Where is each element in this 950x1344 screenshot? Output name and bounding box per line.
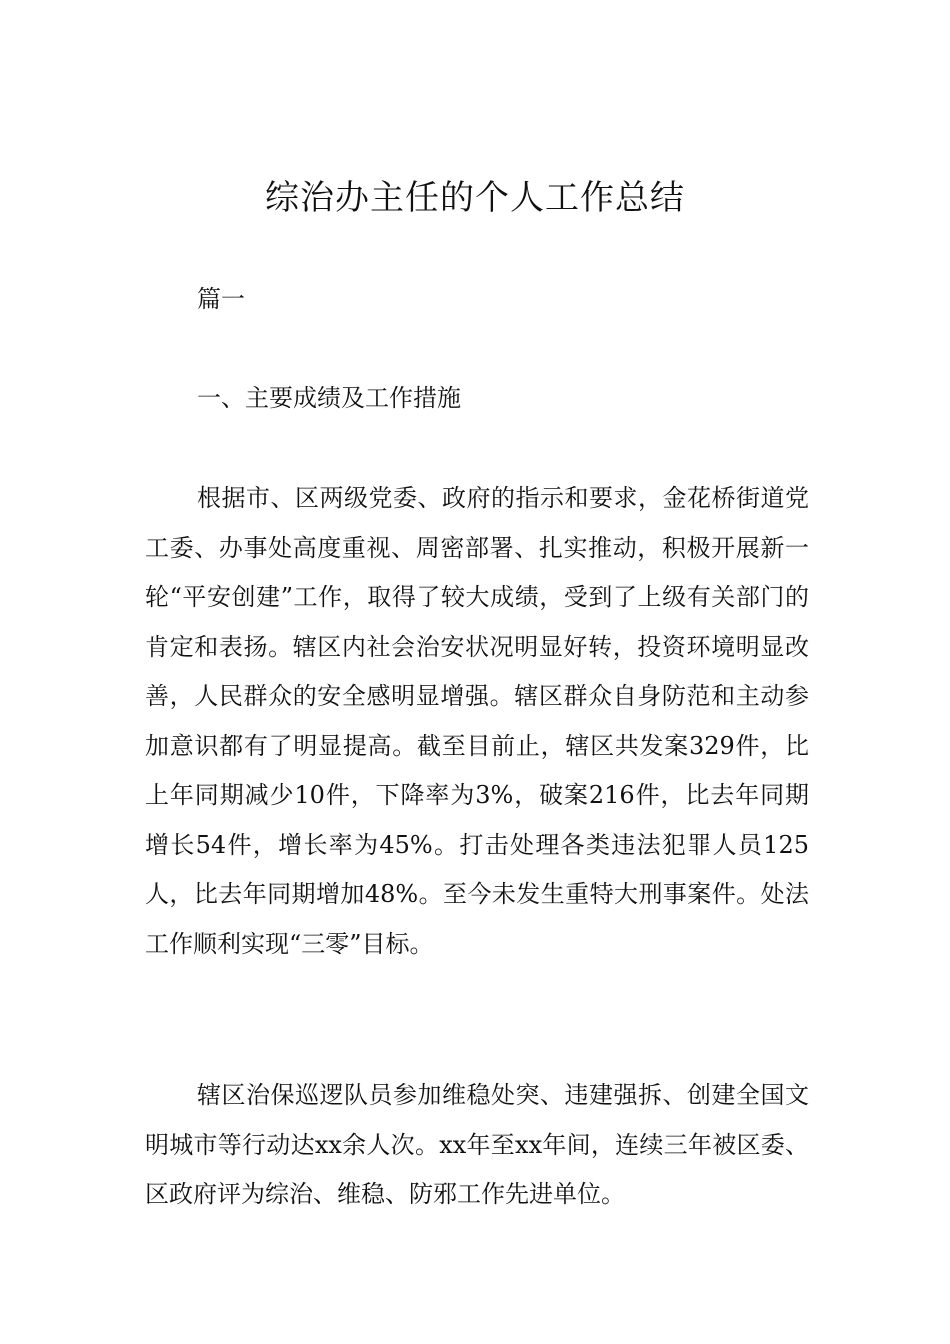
section-heading: 一、主要成绩及工作措施 <box>197 384 461 412</box>
body-paragraph: 根据市、区两级党委、政府的指示和要求，金花桥街道党工委、办事处高度重视、周密部署、扎实推动，积极开展新一轮“平安创建”工作，取得了较大成绩，受到了上级有关部门的肯定和表扬。辖区内社会治安状况明显好转，投资环境明显改善，人民群众的安全感明显增强。辖区群众自身防范和主动参加意识都有了明显提高。截至目前止，辖区共发案329件，比上年同期减少10件，下降率为3%，破案216件，比去年同期增长54件，增长率为45%。打击处理各类违法犯罪人员125人，比去年同期增加48%。至今未发生重特大刑事案件。处法工作顺利实现“三零”目标。 <box>145 484 809 958</box>
part-label: 篇一 <box>197 285 245 313</box>
body-paragraph: 辖区治保巡逻队员参加维稳处突、违建强拆、创建全国文明城市等行动达xx余人次。xx年至xx年间，连续三年被区委、区政府评为综治、维稳、防邪工作先进单位。 <box>145 1081 809 1208</box>
document-title: 综治办主任的个人工作总结 <box>265 178 685 218</box>
